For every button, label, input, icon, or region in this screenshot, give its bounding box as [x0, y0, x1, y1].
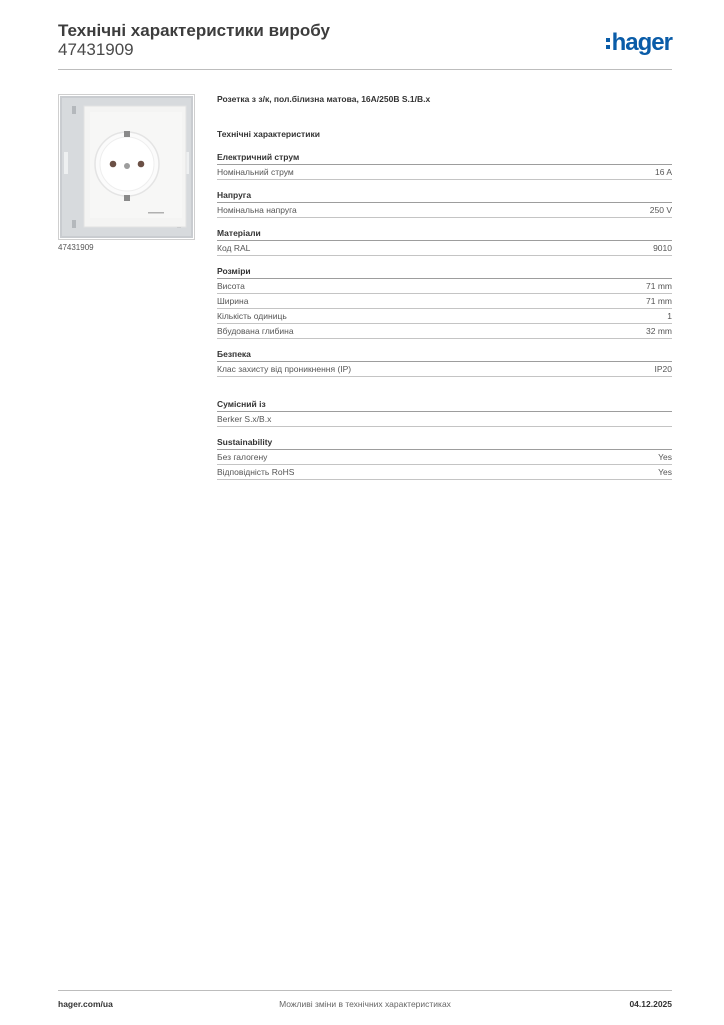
spec-label: Вбудована глибина — [217, 326, 294, 336]
spec-row — [217, 412, 672, 427]
group-title: Напруга — [217, 189, 672, 203]
spec-label: Код RAL — [217, 243, 251, 253]
spec-value: 16 A — [654, 167, 672, 177]
spec-group-dimensions — [217, 265, 672, 339]
spec-row — [217, 241, 672, 256]
spec-label: Клас захисту від проникнення (IP) — [217, 364, 352, 374]
spec-group-compatible — [217, 398, 672, 427]
product-name: Розетка з з/к, пол.білизна матова, 16A/250В S.1/B.x — [217, 94, 431, 104]
spec-value: Yes — [658, 452, 672, 462]
article-number: 47431909 — [58, 40, 134, 59]
spec-group-materials — [217, 227, 672, 256]
spec-label: Кількість одиниць — [217, 311, 287, 321]
page-footer — [58, 990, 672, 1025]
group-title: Матеріали — [217, 227, 672, 241]
page-title: Технічні характеристики виробу — [58, 21, 330, 40]
spec-row — [217, 279, 672, 294]
product-image — [58, 94, 195, 240]
spec-value: 9010 — [653, 243, 672, 253]
logo-dots-icon — [606, 38, 610, 49]
group-title: Безпека — [217, 348, 672, 362]
spec-value: 250 V — [649, 205, 672, 215]
spec-value: Yes — [658, 467, 672, 477]
socket-outlet-icon — [58, 94, 195, 240]
image-caption: 47431909 — [58, 243, 94, 252]
spec-row — [217, 309, 672, 324]
spec-row — [217, 165, 672, 180]
hager-logo — [606, 28, 672, 58]
spec-label: Відповідність RoHS — [217, 467, 295, 477]
spec-row — [217, 203, 672, 218]
spec-value: 71 mm — [646, 281, 672, 291]
group-title: Розміри — [217, 265, 672, 279]
spec-group-voltage — [217, 189, 672, 218]
logo-text: hager — [611, 29, 672, 56]
spec-label: Номінальна напруга — [217, 205, 297, 215]
footer-website-link[interactable]: hager.com/ua — [58, 999, 113, 1009]
group-title: Sustainability — [217, 436, 672, 450]
spec-value: IP20 — [654, 364, 672, 374]
footer-note: Можливі зміни в технічних характеристиках — [279, 999, 451, 1009]
spec-label: Ширина — [217, 296, 249, 306]
spec-value: 32 mm — [646, 326, 672, 336]
spec-value: 1 — [667, 311, 672, 321]
spec-label: Висота — [217, 281, 245, 291]
page-header — [58, 20, 672, 70]
spec-sheet — [217, 94, 672, 489]
spec-row — [217, 362, 672, 377]
spec-row — [217, 450, 672, 465]
specs-title: Технічні характеристики — [217, 129, 320, 139]
spec-group-sustainability — [217, 436, 672, 480]
spec-label: Без галогену — [217, 452, 268, 462]
spec-group-current — [217, 151, 672, 180]
spec-value: 71 mm — [646, 296, 672, 306]
spec-row — [217, 324, 672, 339]
spec-label: Berker S.x/B.x — [217, 414, 272, 424]
spec-row — [217, 294, 672, 309]
spec-group-safety — [217, 348, 672, 377]
footer-date: 04.12.2025 — [629, 999, 672, 1009]
group-title: Електричний струм — [217, 151, 672, 165]
group-title: Сумісний із — [217, 398, 672, 412]
spec-row — [217, 465, 672, 480]
spec-label: Номінальний струм — [217, 167, 294, 177]
